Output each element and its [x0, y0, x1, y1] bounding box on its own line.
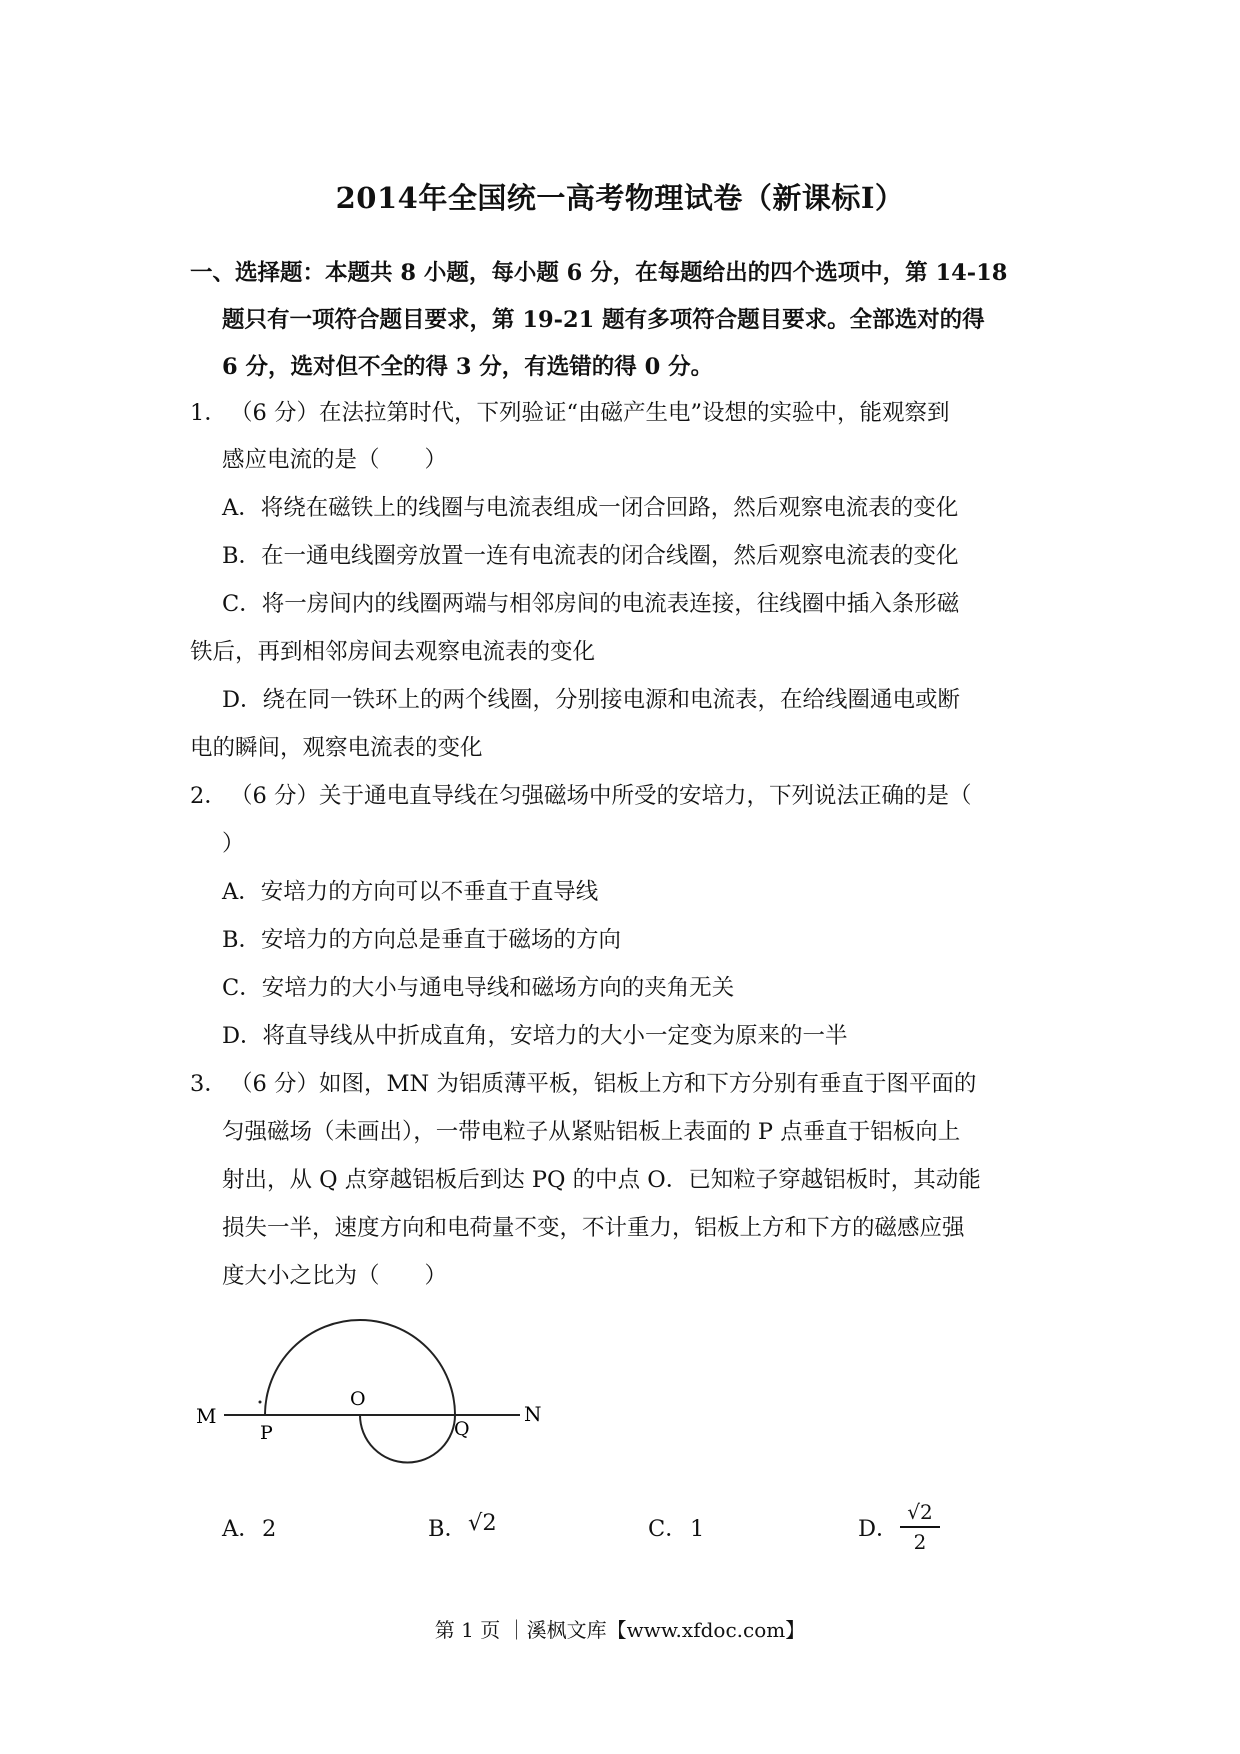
option-d-continued: 电的瞬间，观察电流表的变化: [190, 735, 483, 761]
option-b: B．安培力的方向总是垂直于磁场的方向: [222, 927, 622, 953]
option-d-fraction: [900, 1500, 940, 1554]
section-line-1: 一、选择题：本题共 8 小题，每小题 6 分，在每题给出的四个选项中，第 14-18: [190, 260, 1008, 286]
question-stem-line: 射出，从 Q 点穿越铝板后到达 PQ 的中点 O．已知粒子穿越铝板时，其动能: [222, 1167, 981, 1193]
label-q: Q: [454, 1418, 470, 1440]
lower-arc: [360, 1415, 455, 1463]
option-b-value: √2: [468, 1510, 497, 1536]
question-stem-line: 损失一半，速度方向和电荷量不变，不计重力，铝板上方和下方的磁感应强: [222, 1215, 965, 1241]
page-footer: 第 1 页 ｜溪枫文库【www.xfdoc.com】: [434, 1618, 806, 1642]
label-o: O: [350, 1388, 366, 1410]
question-stem-line: （6 分）关于通电直导线在匀强磁场中所受的安培力，下列说法正确的是（: [230, 783, 972, 809]
question-stem-line: 感应电流的是（ ）: [222, 447, 448, 473]
option-c-value: 1: [690, 1516, 705, 1542]
question-stem-line: 匀强磁场（未画出），一带电粒子从紧贴铝板上表面的 P 点垂直于铝板向上: [222, 1119, 961, 1145]
page-title: 2014年全国统一高考物理试卷（新课标Ⅰ）: [335, 181, 905, 215]
option-c: C．将一房间内的线圈两端与相邻房间的电流表连接，往线圈中插入条形磁: [222, 591, 960, 617]
option-a-value: 2: [262, 1516, 277, 1542]
option-a-label: A．: [222, 1516, 261, 1542]
label-m: M: [196, 1404, 217, 1428]
option-a: A．安培力的方向可以不垂直于直导线: [222, 879, 599, 905]
option-b: B．在一通电线圈旁放置一连有电流表的闭合线圈，然后观察电流表的变化: [222, 543, 959, 569]
point-p-dot: [259, 1401, 262, 1404]
question-stem-line: （6 分）如图，MN 为铝质薄平板，铝板上方和下方分别有垂直于图平面的: [230, 1071, 977, 1097]
question-number: 2．: [190, 783, 227, 809]
option-d: D．将直导线从中折成直角，安培力的大小一定变为原来的一半: [222, 1023, 848, 1049]
label-p: P: [260, 1422, 273, 1444]
label-n: N: [524, 1402, 542, 1426]
option-c-label: C．: [648, 1516, 688, 1542]
question-number: 3．: [190, 1071, 227, 1097]
fraction-bar: [900, 1526, 940, 1528]
section-line-3: 6 分，选对但不全的得 3 分，有选错的得 0 分。: [222, 354, 714, 380]
option-b-label: B．: [428, 1516, 468, 1542]
particle-trajectory-figure: [190, 1305, 550, 1485]
option-d-label: D．: [858, 1516, 899, 1542]
section-line-2: 题只有一项符合题目要求，第 19-21 题有多项符合题目要求。全部选对的得: [222, 307, 985, 333]
option-c: C．安培力的大小与通电导线和磁场方向的夹角无关: [222, 975, 735, 1001]
fraction-numerator: √2: [907, 1500, 933, 1524]
question-stem-line: ）: [222, 831, 245, 857]
question-stem-line: 度大小之比为（ ）: [222, 1263, 448, 1289]
option-a: A．将绕在磁铁上的线圈与电流表组成一闭合回路，然后观察电流表的变化: [222, 495, 959, 521]
fraction-denominator: 2: [913, 1530, 927, 1554]
question-number: 1．: [190, 400, 227, 426]
option-d: D．绕在同一铁环上的两个线圈，分别接电源和电流表，在给线圈通电或断: [222, 687, 961, 713]
question-stem-line: （6 分）在法拉第时代，下列验证“由磁产生电”设想的实验中，能观察到: [230, 400, 950, 426]
option-c-continued: 铁后，再到相邻房间去观察电流表的变化: [190, 639, 596, 665]
